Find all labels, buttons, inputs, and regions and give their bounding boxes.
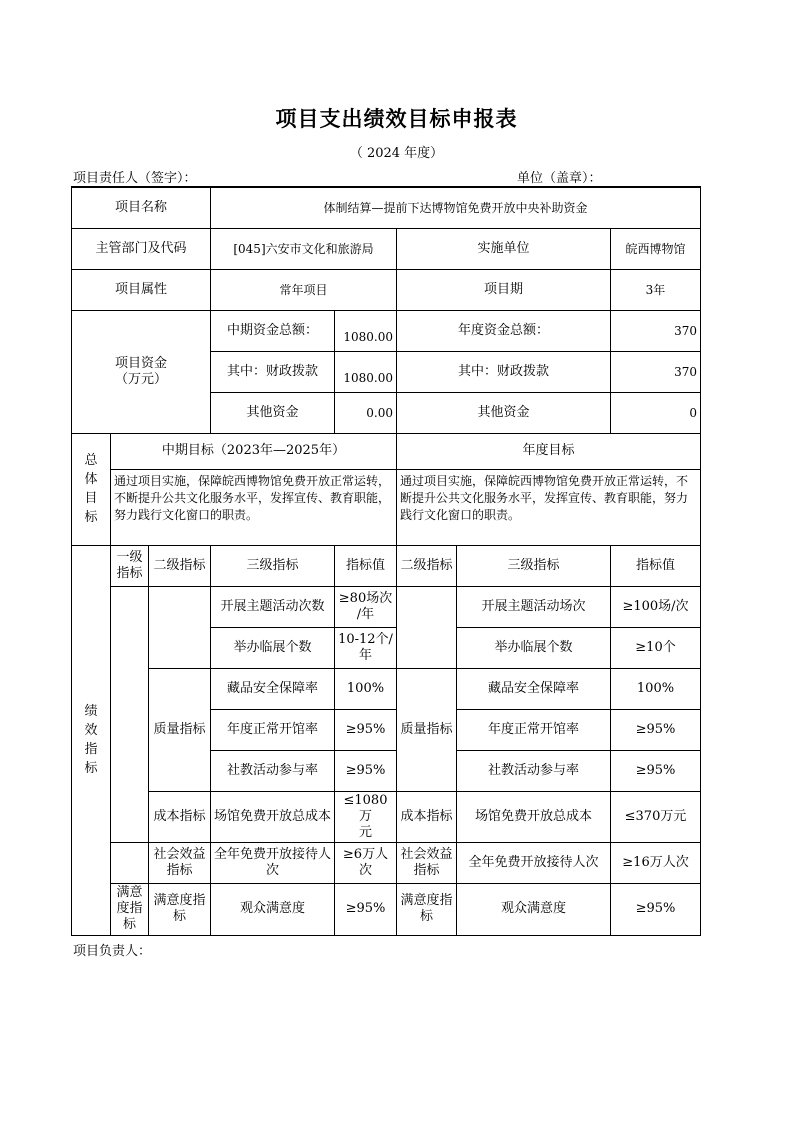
indicator-value-right: ≤370万元: [611, 791, 701, 842]
year-fiscal-value: 370: [611, 351, 701, 392]
impl-unit-label: 实施单位: [397, 228, 611, 269]
indicator-value-right: 100%: [611, 668, 701, 709]
level1-header: 一级 指标: [111, 545, 149, 586]
mid-goal-text: 通过项目实施，保障皖西博物馆免费开放正常运转，不断提升公共文化服务水平，发挥宣传、教育职能，努力践行文化窗口的职责。: [111, 469, 397, 545]
indicator-value: ≥80场次 /年: [335, 586, 397, 627]
year-line: （ 2024 年度）: [349, 146, 444, 161]
indicator-l3: 年度正常开馆率: [211, 709, 335, 750]
mid-goal-header: 中期目标（2023年—2025年）: [111, 433, 397, 469]
dept-label: 主管部门及代码: [72, 228, 211, 269]
indicator-l3: 举办临展个数: [211, 627, 335, 668]
indicator-l3: 藏品安全保障率: [211, 668, 335, 709]
level1-output-cell: [111, 586, 149, 842]
period-value: 3年: [611, 269, 701, 310]
attr-label: 项目属性: [72, 269, 211, 310]
indicator-l3-right: 全年免费开放接待人次: [457, 842, 611, 883]
impl-unit-value: 皖西博物馆: [611, 228, 701, 269]
mid-fiscal-cell: [335, 351, 397, 392]
level3-header: 三级指标: [211, 545, 335, 586]
attr-value: 常年项目: [211, 269, 397, 310]
indicator-value: ≤1080万 元: [335, 791, 397, 842]
indicator-value: ≥95%: [335, 750, 397, 791]
indicator-value: 10-12个/ 年: [335, 627, 397, 668]
indicator-l3-right: 举办临展个数: [457, 627, 611, 668]
project-name-label: 项目名称: [72, 187, 211, 228]
level2-quantity-cell-right: [397, 586, 457, 668]
satisfaction-level2-label: 满意度指 标: [149, 883, 211, 935]
mid-total-value: 1080.00: [343, 329, 393, 344]
level2-header-right: 二级指标: [397, 545, 457, 586]
indicator-value: 100%: [335, 668, 397, 709]
cost-indicator-label: 成本指标: [149, 791, 211, 842]
level2-header: 二级指标: [149, 545, 211, 586]
mid-total-label: 中期资金总额：: [211, 310, 335, 351]
mid-other-value: 0.00: [335, 392, 397, 433]
indicator-value-right: ≥16万人次: [611, 842, 701, 883]
year-total-value: 370: [611, 310, 701, 351]
indicator-l3: 全年免费开放接待人次: [211, 842, 335, 883]
indicator-value-right: ≥100场/次: [611, 586, 701, 627]
overall-goal-label: 总 体 目 标: [72, 433, 111, 545]
mid-fiscal-label: 其中：财政拨款: [211, 351, 335, 392]
indicator-value-right: ≥95%: [611, 883, 701, 935]
year-total-label: 年度资金总额：: [397, 310, 611, 351]
quality-indicator-label-right: 质量指标: [397, 668, 457, 791]
year-fiscal-label: 其中：财政拨款: [397, 351, 611, 392]
satisfaction-level1-label: 满意 度指 标: [111, 883, 149, 935]
unit-seal-label: 单位（盖章）：: [517, 171, 602, 186]
level3-header-right: 三级指标: [457, 545, 611, 586]
indicator-l3-right: 场馆免费开放总成本: [457, 791, 611, 842]
responsible-person-label: 项目责任人（签字）：: [73, 171, 197, 186]
social-benefit-label-right: 社会效益 指标: [397, 842, 457, 883]
indicator-l3-right: 藏品安全保障率: [457, 668, 611, 709]
year-other-value: 0: [611, 392, 701, 433]
dept-value: [045]六安市文化和旅游局: [211, 228, 397, 269]
level1-benefit-cell: [111, 842, 149, 883]
project-name-value: 体制结算—提前下达博物馆免费开放中央补助资金: [211, 187, 701, 228]
indicator-l3: 开展主题活动次数: [211, 586, 335, 627]
year-goal-header: 年度目标: [397, 433, 701, 469]
indicator-value-right: ≥10个: [611, 627, 701, 668]
performance-target-table: [71, 186, 701, 936]
indicator-l3-right: 开展主题活动场次: [457, 586, 611, 627]
indicator-l3-right: 年度正常开馆率: [457, 709, 611, 750]
funds-label: 项目资金 （万元）: [72, 310, 211, 433]
level2-quantity-cell: [149, 586, 211, 668]
value-header: 指标值: [335, 545, 397, 586]
perf-indicator-label: 绩 效 指 标: [72, 545, 111, 935]
project-leader-label: 项目负责人：: [73, 944, 152, 959]
year-other-label: 其他资金: [397, 392, 611, 433]
indicator-value: ≥95%: [335, 709, 397, 750]
mid-fiscal-value: 1080.00: [343, 370, 393, 385]
indicator-l3: 观众满意度: [211, 883, 335, 935]
value-header-right: 指标值: [611, 545, 701, 586]
indicator-l3-right: 观众满意度: [457, 883, 611, 935]
satisfaction-level2-label-right: 满意度指 标: [397, 883, 457, 935]
year-goal-text: 通过项目实施，保障皖西博物馆免费开放正常运转，不断提升公共文化服务水平，发挥宣传、教育职能，努力践行文化窗口的职责。: [397, 469, 701, 545]
page-title: 项目支出绩效目标申报表: [275, 107, 518, 131]
period-label: 项目期: [397, 269, 611, 310]
mid-other-label: 其他资金: [211, 392, 335, 433]
social-benefit-label: 社会效益 指标: [149, 842, 211, 883]
quality-indicator-label: 质量指标: [149, 668, 211, 791]
indicator-value: ≥6万人 次: [335, 842, 397, 883]
indicator-value-right: ≥95%: [611, 750, 701, 791]
cost-indicator-label-right: 成本指标: [397, 791, 457, 842]
indicator-l3: 场馆免费开放总成本: [211, 791, 335, 842]
indicator-value: ≥95%: [335, 883, 397, 935]
indicator-l3-right: 社教活动参与率: [457, 750, 611, 791]
indicator-value-right: ≥95%: [611, 709, 701, 750]
mid-total-cell: [335, 310, 397, 351]
indicator-l3: 社教活动参与率: [211, 750, 335, 791]
